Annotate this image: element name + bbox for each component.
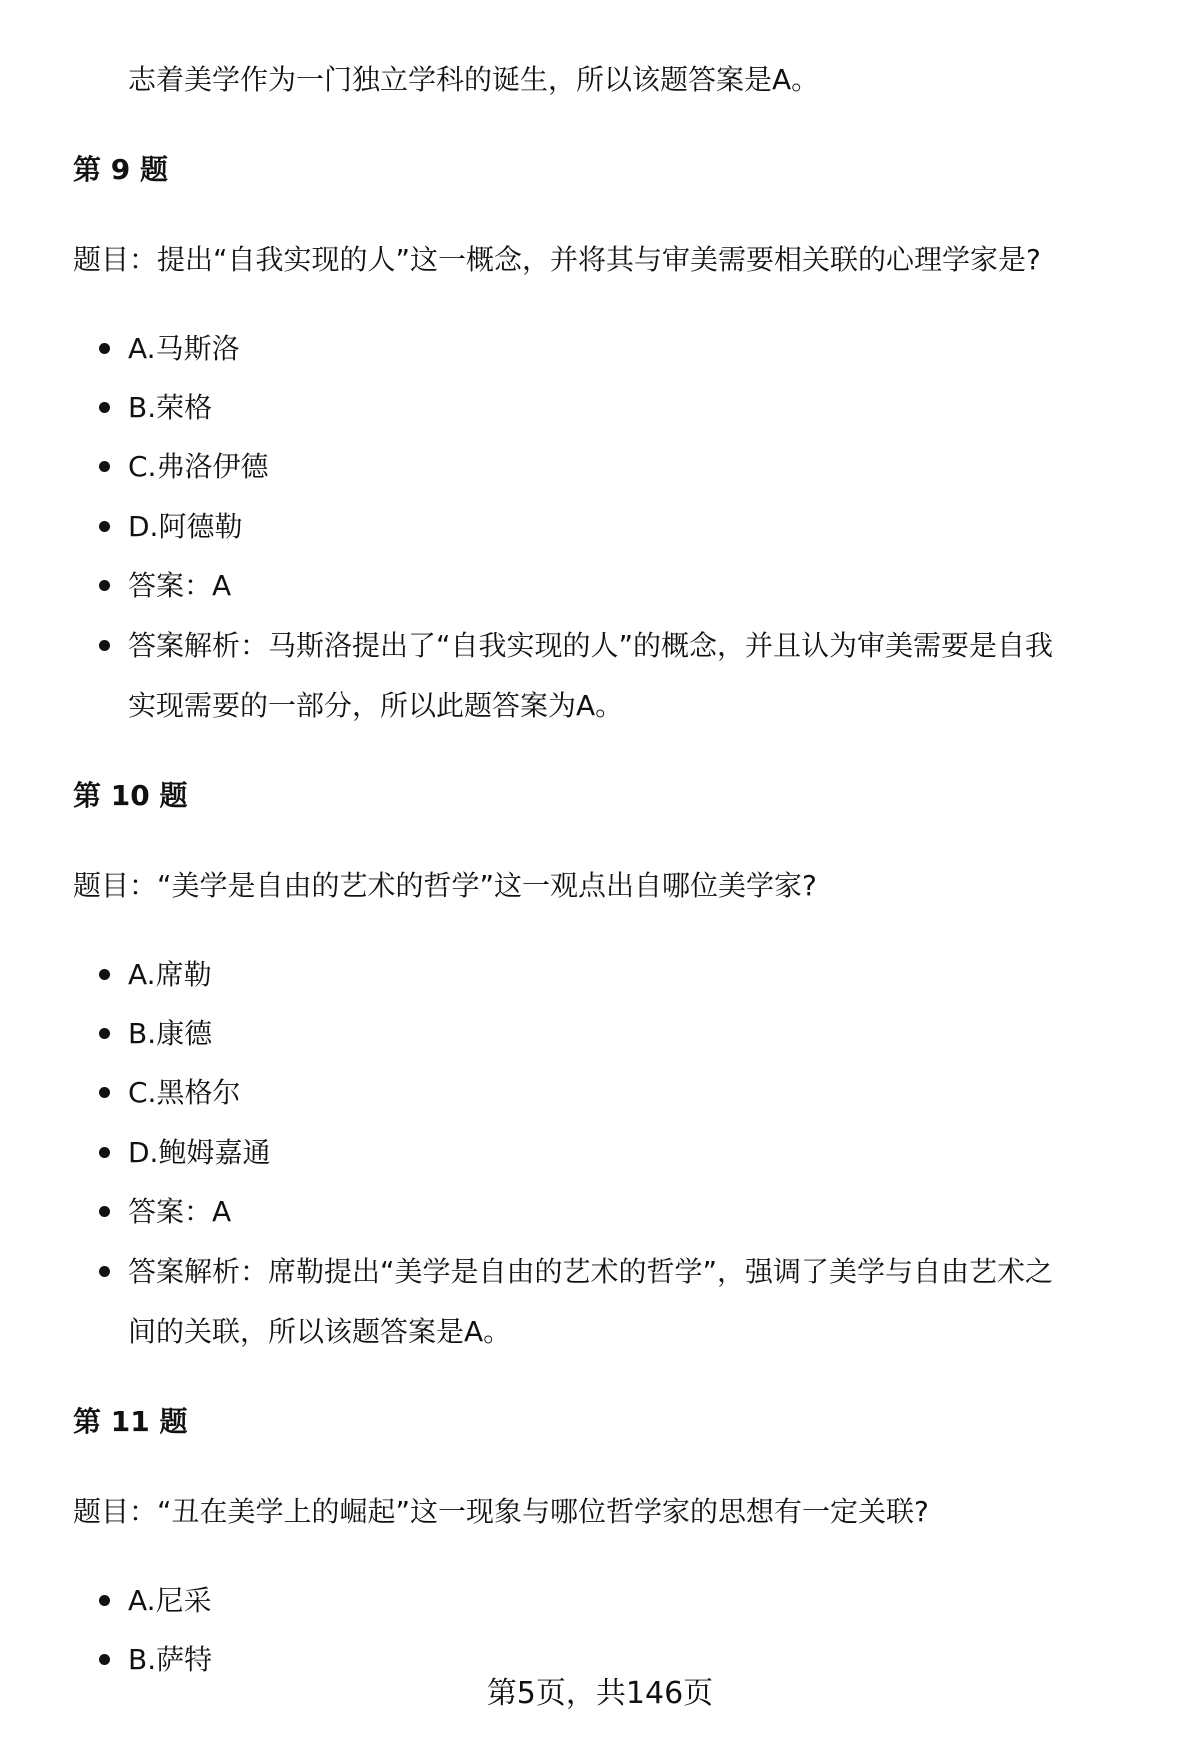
bullet [99, 1147, 110, 1158]
option-item: C.黑格尔 [128, 1076, 241, 1109]
bullet [99, 402, 110, 413]
option-item: A.尼采 [128, 1584, 212, 1617]
bullet [99, 1087, 110, 1098]
bullet [99, 461, 110, 472]
bullet [99, 1595, 110, 1606]
question-heading: 第 9 题 [73, 153, 168, 186]
question-stem: 题目：“美学是自由的艺术的哲学”这一观点出自哪位美学家? [73, 869, 817, 902]
option-item: B.荣格 [128, 391, 213, 424]
answer-item: 答案：A [128, 569, 232, 602]
bullet [99, 343, 110, 354]
answer-item: 答案：A [128, 1195, 232, 1228]
option-item: A.马斯洛 [128, 332, 240, 365]
explanation-line: 答案解析：席勒提出“美学是自由的艺术的哲学”，强调了美学与自由艺术之 [128, 1255, 1054, 1288]
bullet [99, 521, 110, 532]
option-item: C.弗洛伊德 [128, 450, 269, 483]
option-item: B.康德 [128, 1017, 213, 1050]
question-stem: 题目：提出“自我实现的人”这一概念，并将其与审美需要相关联的心理学家是? [73, 243, 1041, 276]
option-item: D.鲍姆嘉通 [128, 1136, 271, 1169]
page-number-footer: 第5页，共146页 [486, 1676, 714, 1711]
question-heading: 第 11 题 [73, 1405, 188, 1438]
option-item: B.萨特 [128, 1643, 213, 1676]
option-item: A.席勒 [128, 958, 212, 991]
question-heading: 第 10 题 [73, 779, 188, 812]
question-stem: 题目：“丑在美学上的崛起”这一现象与哪位哲学家的思想有一定关联? [73, 1495, 929, 1528]
bullet [99, 1654, 110, 1665]
explanation-line: 间的关联，所以该题答案是A。 [128, 1315, 512, 1348]
bullet [99, 640, 110, 651]
continuation-text: 志着美学作为一门独立学科的诞生，所以该题答案是A。 [128, 63, 820, 96]
bullet [99, 1206, 110, 1217]
bullet [99, 1028, 110, 1039]
bullet [99, 1266, 110, 1277]
bullet [99, 969, 110, 980]
option-item: D.阿德勒 [128, 510, 243, 543]
explanation-line: 实现需要的一部分，所以此题答案为A。 [128, 689, 624, 722]
explanation-line: 答案解析：马斯洛提出了“自我实现的人”的概念，并且认为审美需要是自我 [128, 629, 1054, 662]
bullet [99, 580, 110, 591]
